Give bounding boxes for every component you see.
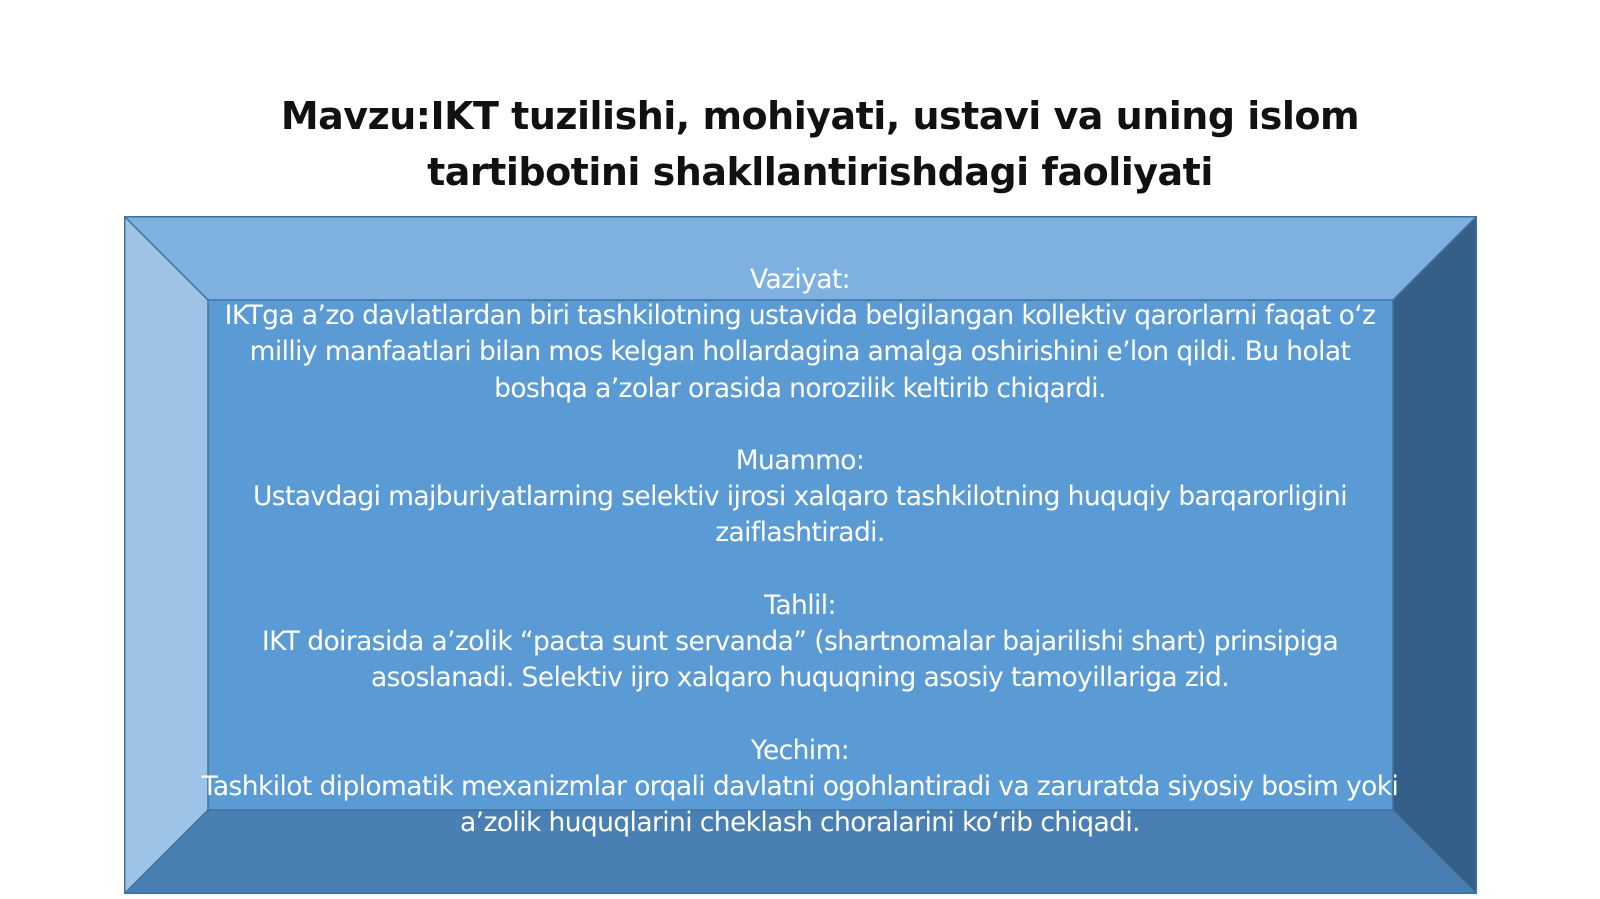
section-body: Tashkilot diplomatik mexanizmlar orqali davlatni ogohlantiradi va zaruratda siyosiy bosim yoki a’zolik huquqlarini cheklash choralarini ko‘rib chiqadi.: [201, 770, 1399, 838]
section-body: IKT doirasida a’zolik “pacta sunt servanda” (shartnomalar bajarilishi shart) prinsipiga asoslanadi. Selektiv ijro xalqaro huquqning asosiy tamoyillariga zid.: [261, 626, 1339, 694]
section-yechim: [200, 733, 1400, 842]
section-heading: Yechim:: [750, 734, 850, 766]
bevel-right: [1393, 216, 1477, 894]
section-body: IKTga a’zo davlatlardan biri tashkilotning ustavida belgilangan kollektiv qarorlarni faqat o‘z milliy manfaatlari bilan mos kelgan hollardagina amalga oshirishini e’lon qildi. Bu holat boshqa a’zolar orasida norozilik keltirib chiqardi.: [224, 300, 1376, 404]
slide-title: Mavzu:IKT tuzilishi, mohiyati, ustavi va uning islom tartibotini shakllantirishdagi faoliyati: [280, 94, 1360, 194]
section-heading: Tahlil:: [764, 589, 836, 621]
section-vaziyat: [200, 262, 1400, 407]
section-body: Ustavdagi majburiyatlarning selektiv ijrosi xalqaro tashkilotning huquqiy barqarorligini zaiflashtiradi.: [253, 481, 1347, 549]
bevel-left: [124, 216, 208, 894]
section-tahlil: [200, 588, 1400, 697]
section-muammo: [200, 443, 1400, 552]
section-heading: Vaziyat:: [749, 264, 851, 295]
case-study-text: [200, 262, 1400, 841]
section-heading: Muammo:: [735, 445, 865, 476]
